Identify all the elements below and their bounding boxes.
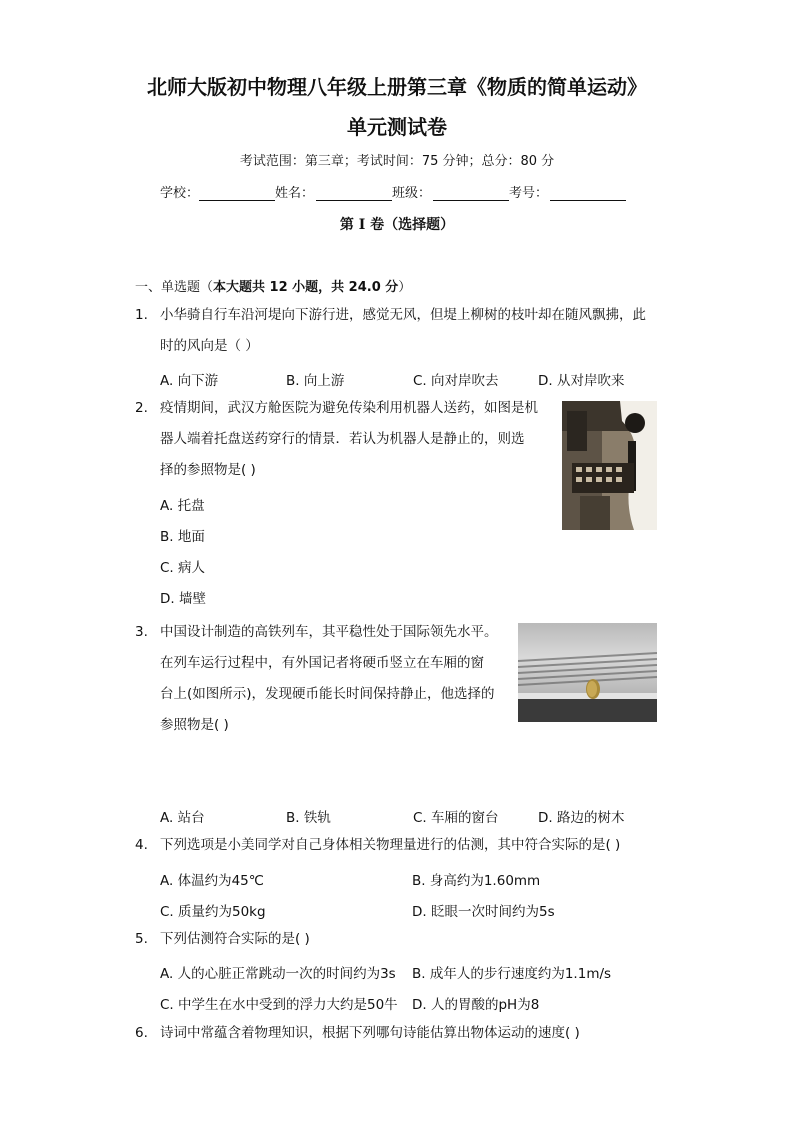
class-blank <box>433 186 509 201</box>
question-3-line-1: 中国设计制造的高铁列车，其平稳性处于国际领先水平。 <box>160 624 498 640</box>
section-bold: 本大题共 12 小题，共 24.0 分 <box>213 280 399 295</box>
question-5-option-b: B. 成年人的步行速度约为1.1m/s <box>412 966 612 982</box>
name-blank <box>316 186 392 201</box>
coin-windowsill-photo <box>518 623 657 722</box>
question-3-line-2: 在列车运行过程中，有外国记者将硬币竖立在车厢的窗 <box>160 655 484 671</box>
question-3-option-b: B. 铁轨 <box>286 810 331 826</box>
question-5-line-1: 下列估测符合实际的是( ) <box>160 931 310 947</box>
question-1-option-d: D. 从对岸吹来 <box>538 373 625 389</box>
question-1-line-1: 小华骑自行车沿河堤向下游行进，感觉无风，但堤上柳树的枝叶却在随风飘拂，此 <box>160 307 646 323</box>
question-1-option-c: C. 向对岸吹去 <box>413 373 499 389</box>
question-2-line-2: 器人端着托盘送药穿行的情景．若认为机器人是静止的，则选 <box>160 431 525 447</box>
question-2-number: 2. <box>135 400 148 416</box>
question-5-option-a: A. 人的心脏正常跳动一次的时间约为3s <box>160 966 396 982</box>
section-prefix: 一、单选题（ <box>135 280 214 295</box>
question-4-option-d: D. 眨眼一次时间约为5s <box>412 904 555 920</box>
question-1-option-a: A. 向下游 <box>160 373 219 389</box>
question-5-number: 5. <box>135 931 148 947</box>
question-5-option-d: D. 人的胃酸的pH为8 <box>412 997 540 1013</box>
question-1-option-b: B. 向上游 <box>286 373 345 389</box>
question-1-line-2: 时的风向是（ ） <box>160 338 259 354</box>
question-2-option-d: D. 墙壁 <box>160 591 206 607</box>
section-heading <box>135 276 411 295</box>
student-info-row <box>160 182 626 201</box>
robot-photo-image <box>562 401 657 530</box>
question-2-line-1: 疫情期间，武汉方舱医院为避免传染利用机器人送药，如图是机 <box>160 400 538 416</box>
question-3-option-a: A. 站台 <box>160 810 205 826</box>
question-4-option-b: B. 身高约为1.60mm <box>412 873 541 889</box>
question-1-number: 1. <box>135 307 148 323</box>
volume-heading: 第 I 卷（选择题） <box>339 217 455 233</box>
question-3-line-3: 台上(如图所示)，发现硬币能长时间保持静止，他选择的 <box>160 686 495 702</box>
question-3-line-4: 参照物是( ) <box>160 717 229 733</box>
question-3-option-d: D. 路边的树木 <box>538 810 625 826</box>
question-2-line-3: 择的参照物是( ) <box>160 462 256 478</box>
section-suffix: ） <box>398 280 412 295</box>
question-4-number: 4. <box>135 837 148 853</box>
number-label: 考号： <box>509 186 549 201</box>
school-blank <box>199 186 275 201</box>
question-3-number: 3. <box>135 624 148 640</box>
question-5-option-c: C. 中学生在水中受到的浮力大约是50牛 <box>160 997 398 1013</box>
doc-title-line2: 单元测试卷 <box>347 115 447 139</box>
question-4-line-1: 下列选项是小美同学对自己身体相关物理量进行的估测，其中符合实际的是( ) <box>160 837 621 853</box>
number-blank <box>550 186 626 201</box>
coin-photo-image <box>518 623 657 722</box>
question-2-option-b: B. 地面 <box>160 529 205 545</box>
question-2-option-a: A. 托盘 <box>160 498 205 514</box>
exam-info: 考试范围：第三章；考试时间：75 分钟；总分：80 分 <box>239 154 555 169</box>
question-6-line-1: 诗词中常蕴含着物理知识，根据下列哪句诗能估算出物体运动的速度( ) <box>160 1025 580 1041</box>
robot-delivery-photo <box>562 401 657 530</box>
question-4-option-a: A. 体温约为45℃ <box>160 873 264 889</box>
school-label: 学校： <box>160 186 200 201</box>
question-4-option-c: C. 质量约为50kg <box>160 904 266 920</box>
question-3-option-c: C. 车厢的窗台 <box>413 810 499 826</box>
question-2-option-c: C. 病人 <box>160 560 206 576</box>
question-6-number: 6. <box>135 1025 148 1041</box>
name-label: 姓名： <box>275 186 315 201</box>
class-label: 班级： <box>392 186 432 201</box>
doc-title-line1: 北师大版初中物理八年级上册第三章《物质的简单运动》 <box>147 75 647 99</box>
